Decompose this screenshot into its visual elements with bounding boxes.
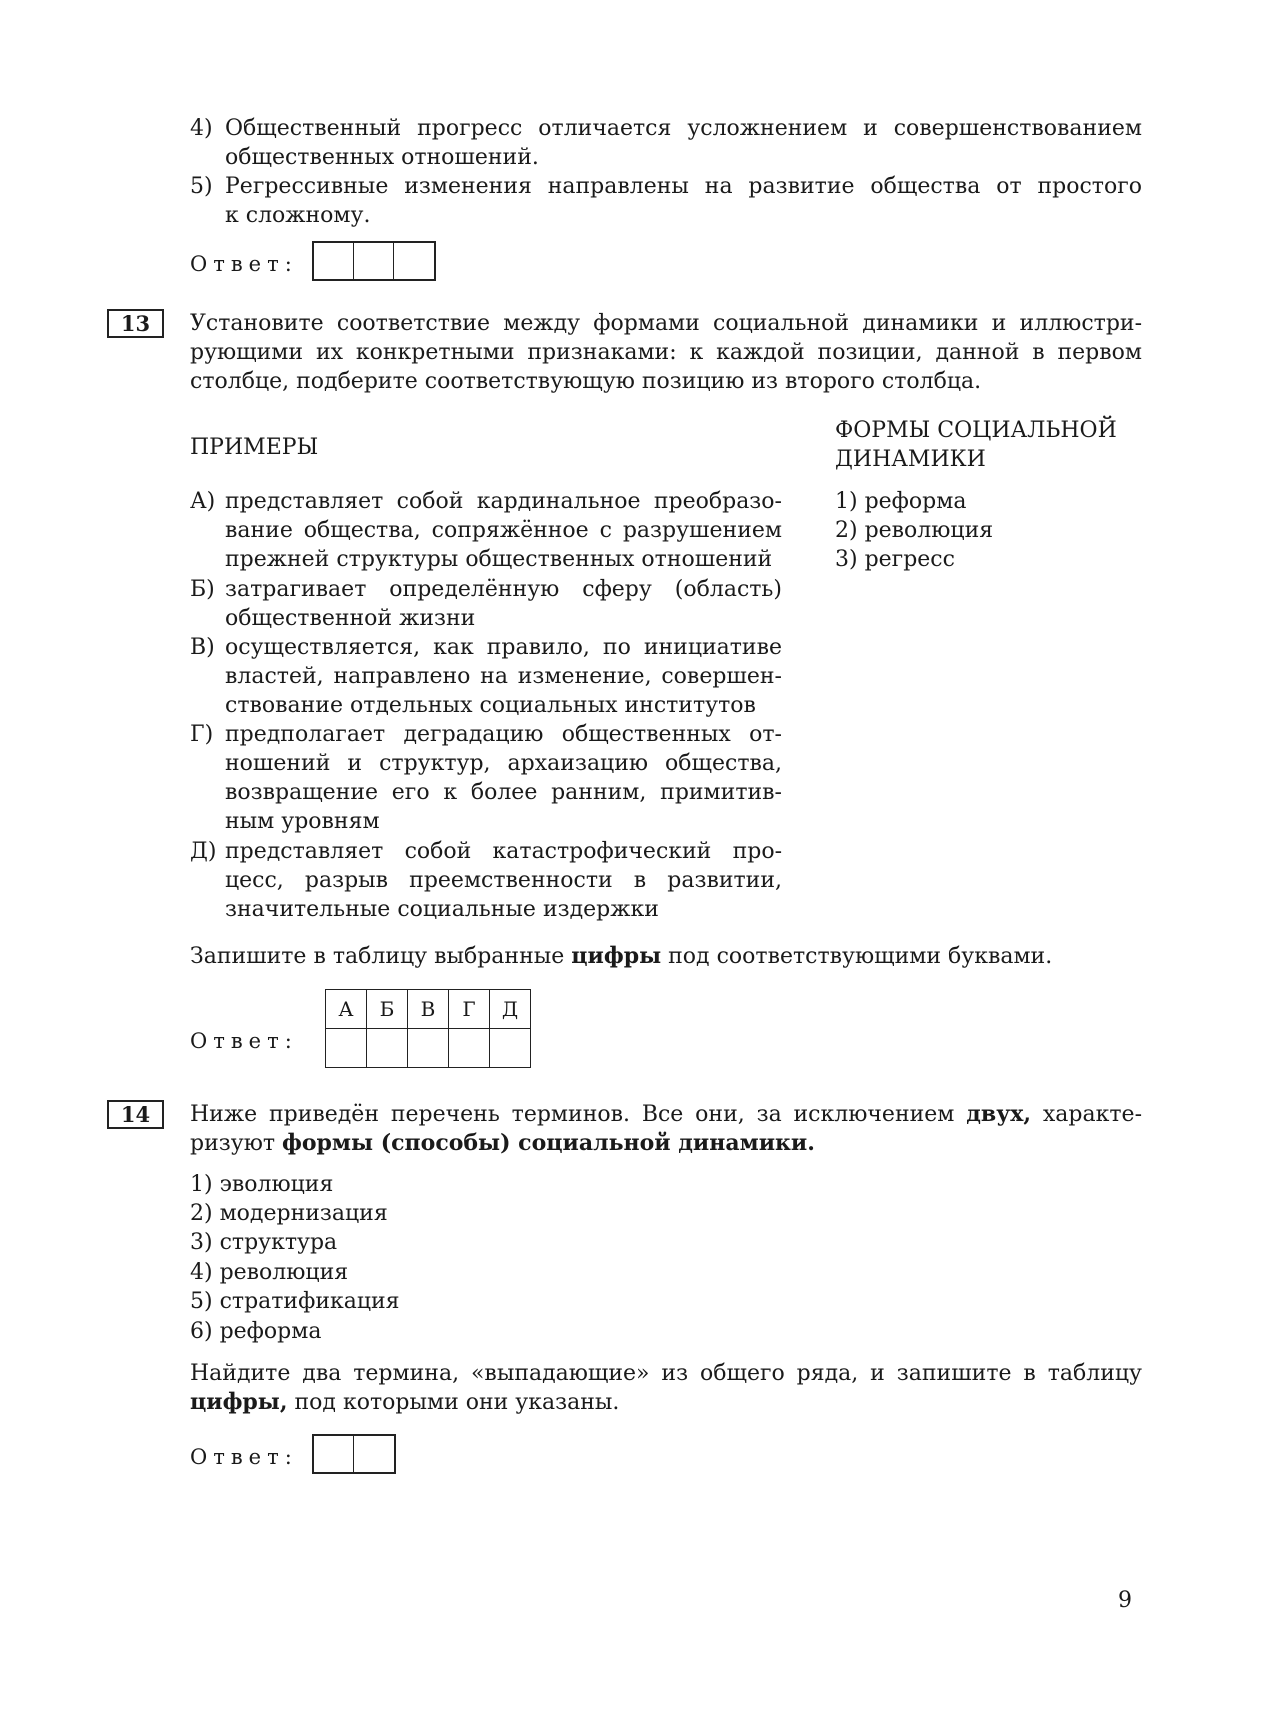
q13-example-line: вание общества, сопряжённое с разрушением [225, 518, 782, 543]
q14-prompt-text: характе- [1031, 1102, 1142, 1127]
q12-option-5-line1: Регрессивные изменения направлены на развитие общества от простого [225, 174, 1142, 199]
q13-form-item: 1) реформа [835, 489, 967, 514]
q14-prompt-text: Ниже приведён перечень терминов. Все они, за исключением [190, 1102, 967, 1127]
q12-answer-cell[interactable] [314, 243, 354, 279]
q14-prompt-bold: формы (способы) социальной динамики. [282, 1130, 815, 1156]
q13-answer-table[interactable] [325, 989, 531, 1068]
q14-answer-box[interactable] [312, 1434, 396, 1474]
q13-answer-cell[interactable] [367, 1029, 408, 1068]
q13-prompt-line: столбце, подберите соответствующую позицию из второго столбца. [190, 369, 982, 394]
q13-answer-cell[interactable] [326, 1029, 367, 1068]
q13-example-line: ношений и структур, архаизацию общества, [225, 751, 782, 776]
q13-column1-title: ПРИМЕРЫ [190, 435, 319, 460]
q14-term: 5) стратификация [190, 1289, 400, 1314]
q13-table-header: А [326, 990, 367, 1029]
page-number: 9 [1118, 1588, 1132, 1613]
q14-find-line2 [190, 1388, 1142, 1417]
q13-example-line: затрагивает определённую сферу (область) [225, 577, 782, 602]
q13-instruction [190, 942, 1052, 971]
q13-example-line: властей, направлено на изменение, совершен- [225, 664, 782, 689]
q13-form-item: 3) регресс [835, 547, 955, 572]
q14-find-bold: цифры, [190, 1389, 288, 1415]
q13-example-line: прежней структуры общественных отношений [225, 547, 773, 572]
q13-table-header: Д [490, 990, 531, 1029]
q13-example-letter: Б) [190, 577, 215, 602]
q13-instruction-bold: цифры [571, 943, 662, 969]
q13-example-line: ным уровням [225, 809, 380, 834]
q14-term: 1) эволюция [190, 1172, 334, 1197]
q13-example-line: предполагает деградацию общественных от- [225, 722, 782, 747]
q14-prompt-line1 [190, 1100, 1142, 1129]
q13-table-header: Г [449, 990, 490, 1029]
q12-answer-box[interactable] [312, 241, 436, 281]
q13-answer-cell[interactable] [490, 1029, 531, 1068]
q13-example-letter: В) [190, 635, 215, 660]
q13-example-line: представляет собой катастрофический про- [225, 839, 782, 864]
q14-number-box: 14 [107, 1100, 164, 1129]
q12-option-5-number: 5) [190, 174, 213, 199]
q14-prompt-bold: двух, [966, 1101, 1032, 1127]
q13-form-item: 2) революция [835, 518, 994, 543]
q12-answer-cell[interactable] [354, 243, 394, 279]
q12-option-4-line2: общественных отношений. [225, 145, 539, 170]
q13-answer-cell[interactable] [408, 1029, 449, 1068]
q14-term: 2) модернизация [190, 1201, 388, 1226]
q14-term: 6) реформа [190, 1319, 322, 1344]
q13-instruction-text: Запишите в таблицу выбранные [190, 944, 572, 969]
q13-example-line: цесс, разрыв преемственности в развитии, [225, 868, 782, 893]
q14-term: 4) революция [190, 1260, 349, 1285]
q13-answer-label: Ответ: [190, 1029, 298, 1053]
q13-example-line: ствование отдельных социальных институтов [225, 693, 756, 718]
q14-term: 3) структура [190, 1230, 338, 1255]
q13-prompt-line: рующими их конкретными признаками: к каждой позиции, данной в первом [190, 340, 1142, 365]
q13-example-line: осуществляется, как правило, по инициативе [225, 635, 782, 660]
q13-example-letter: Г) [190, 722, 214, 747]
q13-table-header: Б [367, 990, 408, 1029]
q13-table-header: В [408, 990, 449, 1029]
q13-column2-title-line2: ДИНАМИКИ [835, 447, 986, 472]
q13-prompt [190, 309, 1142, 396]
q14-prompt [190, 1100, 1142, 1158]
q13-instruction-text: под соответствующими буквами. [661, 944, 1053, 969]
q12-option-4-line1: Общественный прогресс отличается усложнением и совершенствованием [225, 116, 1142, 141]
q13-example-line: представляет собой кардинальное преобразо- [225, 489, 782, 514]
q14-prompt-text: ризуют [190, 1131, 283, 1156]
q13-example-line: общественной жизни [225, 606, 476, 631]
q13-answer-cell[interactable] [449, 1029, 490, 1068]
q14-prompt-line2 [190, 1129, 1142, 1158]
q14-answer-cell[interactable] [354, 1436, 394, 1472]
q12-option-5-line2: к сложному. [225, 203, 371, 228]
q14-find-instruction [190, 1359, 1142, 1417]
q14-find-text: под которыми они указаны. [287, 1390, 620, 1415]
q14-answer-cell[interactable] [314, 1436, 354, 1472]
q13-example-line: возвращение его к более ранним, примитив- [225, 780, 782, 805]
q12-answer-label: Ответ: [190, 252, 298, 276]
q12-option-4-number: 4) [190, 116, 213, 141]
q14-answer-label: Ответ: [190, 1445, 298, 1469]
q13-example-letter: Д) [190, 839, 217, 864]
q13-prompt-line: Установите соответствие между формами социальной динамики и иллюстри- [190, 311, 1142, 336]
q12-answer-cell[interactable] [394, 243, 434, 279]
q13-example-line: значительные социальные издержки [225, 897, 659, 922]
q13-example-letter: А) [190, 489, 216, 514]
q13-column2-title-line1: ФОРМЫ СОЦИАЛЬНОЙ [835, 418, 1117, 443]
q14-find-line1: Найдите два термина, «выпадающие» из общего ряда, и запишите в таблицу [190, 1361, 1142, 1386]
q13-number-box: 13 [107, 309, 164, 338]
